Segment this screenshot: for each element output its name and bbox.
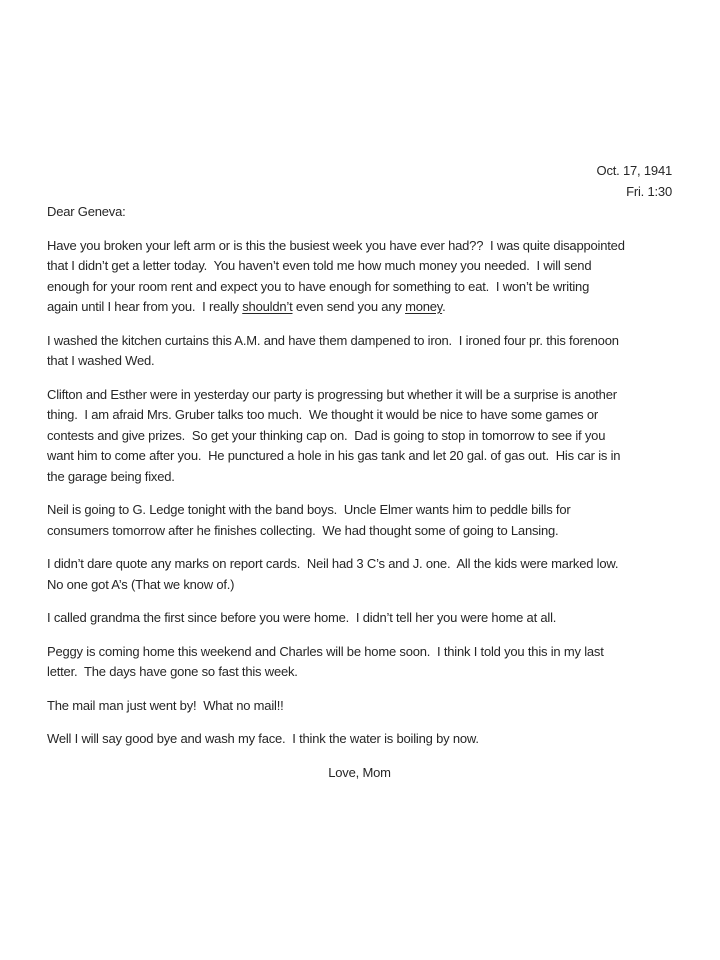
date-line: Oct. 17, 1941 (596, 163, 672, 178)
text-segment: Clifton and Esther were in yesterday our party is progressing but whether it will be a surprise is another (47, 386, 617, 402)
text-line (47, 256, 672, 277)
text-segment: No one got A’s (That we know of.) (47, 576, 235, 592)
text-segment: thing. I am afraid Mrs. Gruber talks too much. We thought it would be nice to have some games or (47, 407, 598, 422)
underlined-text: shouldn’t (242, 299, 293, 314)
text-line (47, 608, 672, 629)
text-line (47, 729, 672, 750)
text-segment: letter. The days have gone so fast this week. (47, 664, 298, 679)
text-segment: that I didn’t get a letter today. You haven’t even told me how much money you needed. I will send (47, 258, 592, 273)
time-line: Fri. 1:30 (626, 183, 672, 199)
paragraph (47, 608, 672, 629)
text-segment: the garage being fixed. (47, 468, 175, 484)
text-segment: The mail man just went by! What no mail!! (47, 697, 284, 713)
text-line (47, 236, 672, 257)
text-line (47, 385, 672, 406)
paragraph (47, 385, 672, 488)
text-line (47, 696, 672, 717)
text-segment: . (442, 299, 446, 314)
paragraph (47, 500, 672, 541)
closing-signature: Love, Mom (328, 764, 391, 780)
text-segment: Well I will say good bye and wash my face. I think the water is boiling by now. (47, 731, 479, 746)
text-segment: Peggy is coming home this weekend and Charles will be home soon. I think I told you this in my last (47, 643, 604, 659)
text-line (47, 575, 672, 596)
text-line (47, 426, 672, 447)
paragraph (47, 554, 672, 595)
paragraph (47, 696, 672, 717)
text-line (47, 521, 672, 542)
letter-paragraphs (47, 236, 672, 750)
text-segment: Have you broken your left arm or is this the busiest week you have ever had?? I was quite disappointed (47, 237, 625, 253)
text-line (47, 662, 672, 683)
text-segment: again until I hear from you. I really (47, 299, 243, 314)
paragraph (47, 331, 672, 372)
text-segment: I didn’t dare quote any marks on report cards. Neil had 3 C’s and J. one. All the kids were marked low. (47, 556, 619, 571)
text-segment: I called grandma the first since before you were home. I didn’t tell her you were home at all. (47, 610, 557, 625)
text-line (47, 467, 672, 488)
text-line (47, 297, 672, 318)
text-segment: consumers tomorrow after he finishes collecting. We had thought some of going to Lansing. (47, 522, 559, 538)
letter-body (47, 161, 672, 783)
text-line (47, 500, 672, 521)
text-line (47, 642, 672, 663)
text-segment: enough for your room rent and expect you to have enough for something to eat. I won’t be writing (47, 278, 590, 294)
text-segment: even send you any (292, 299, 406, 314)
text-line (47, 554, 672, 575)
paragraph (47, 642, 672, 683)
text-line (47, 331, 672, 352)
salutation: Dear Geneva: (47, 204, 126, 219)
text-segment: that I washed Wed. (47, 353, 155, 368)
paragraph (47, 236, 672, 318)
text-segment: contests and give prizes. So get your thinking cap on. Dad is going to stop in tomorrow to see if you (47, 427, 606, 443)
paragraph (47, 729, 672, 750)
dateline-block (47, 161, 672, 202)
text-line (47, 277, 672, 298)
text-segment: Neil is going to G. Ledge tonight with the band boys. Uncle Elmer wants him to peddle bills for (47, 502, 571, 517)
text-line (47, 405, 672, 426)
text-segment: want him to come after you. He punctured a hole in his gas tank and let 20 gal. of gas out. His car is in (47, 448, 621, 463)
text-line (47, 351, 672, 372)
text-line (47, 446, 672, 467)
text-segment: I washed the kitchen curtains this A.M. and have them dampened to iron. I ironed four pr. this forenoon (47, 332, 619, 348)
underlined-text: money (405, 299, 443, 314)
